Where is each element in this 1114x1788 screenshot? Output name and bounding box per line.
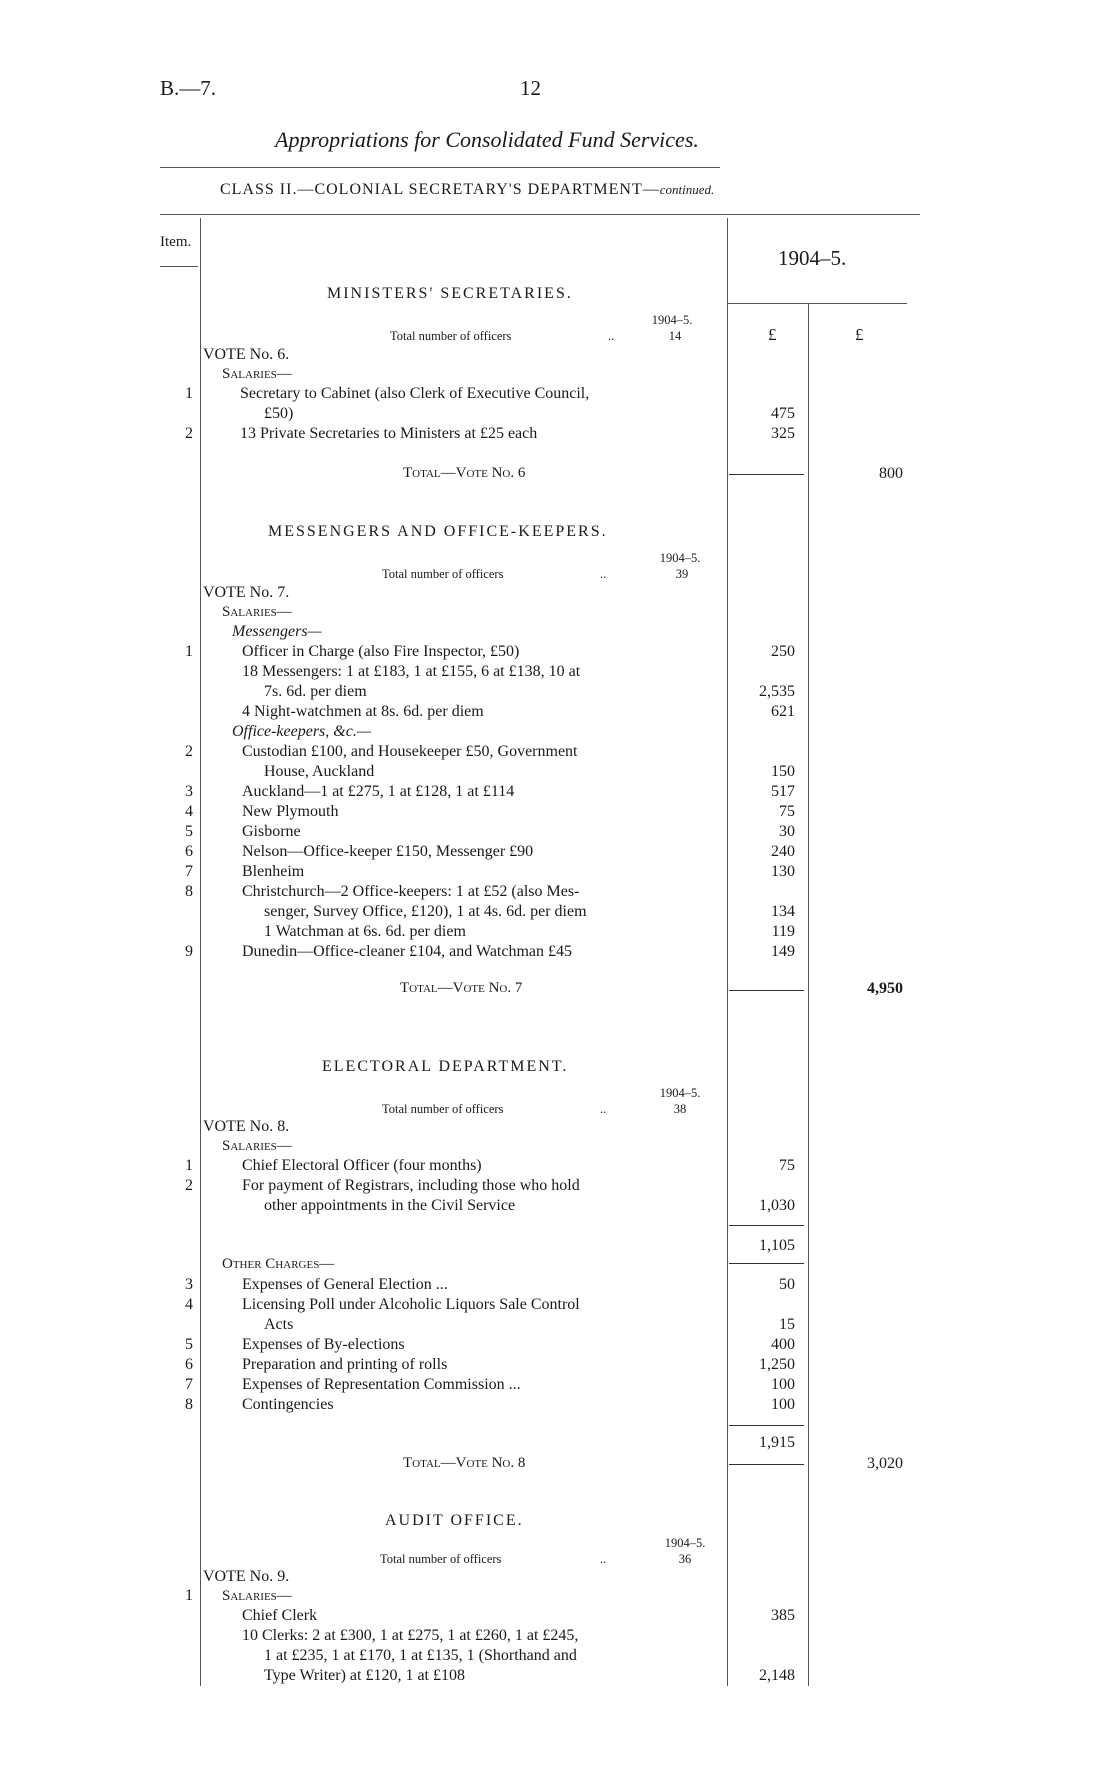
- salaries-heading: Salaries—: [222, 1138, 292, 1154]
- item-number: 7: [185, 863, 193, 880]
- item-amount: 149: [771, 943, 795, 960]
- vote-heading: VOTE No. 9.: [203, 1568, 290, 1585]
- item-amount: 119: [771, 923, 795, 940]
- item-description: Dunedin—Office-cleaner £104, and Watchman £45: [242, 943, 573, 960]
- page-title: Appropriations for Consolidated Fund Services.: [275, 127, 699, 152]
- title-rule: [160, 167, 720, 168]
- table-row: [0, 843, 1114, 863]
- subtotal-row: [0, 1237, 1114, 1257]
- item-head-rule: [160, 266, 198, 267]
- table-row: [0, 385, 1114, 405]
- item-amount: 100: [771, 1396, 795, 1413]
- item-amount: 15: [779, 1316, 795, 1333]
- table-row: [0, 863, 1114, 883]
- item-amount: 400: [771, 1336, 795, 1353]
- item-description: 1 at £235, 1 at £170, 1 at £135, 1 (Shorthand and: [264, 1647, 577, 1664]
- item-amount: 30: [779, 823, 795, 840]
- item-description: Auckland—1 at £275, 1 at £128, 1 at £114: [242, 783, 515, 800]
- vote-heading: VOTE No. 7.: [203, 584, 290, 601]
- item-amount: 325: [771, 425, 795, 442]
- total-label: Total—Vote No. 7: [400, 980, 523, 996]
- item-column-header: Item.: [160, 234, 192, 250]
- item-description: Custodian £100, and Housekeeper £50, Government: [242, 743, 578, 760]
- item-description: £50): [264, 405, 294, 422]
- officers-label: Total number of officers: [382, 1102, 504, 1116]
- item-description: Chief Electoral Officer (four months): [242, 1157, 482, 1174]
- item-amount: 150: [771, 763, 795, 780]
- total-label: Total—Vote No. 6: [403, 465, 526, 481]
- pound-sign-subtotal: £: [768, 325, 777, 344]
- table-row: [0, 1627, 1114, 1647]
- vote-total: 800: [879, 465, 903, 482]
- item-amount: 475: [771, 405, 795, 422]
- item-description: Gisborne: [242, 823, 301, 840]
- item-amount: 621: [771, 703, 795, 720]
- table-row: [0, 1336, 1114, 1356]
- item-number: 4: [185, 1296, 193, 1313]
- pound-sign-total: £: [855, 325, 864, 344]
- table-row: [0, 643, 1114, 663]
- table-row: [0, 1177, 1114, 1197]
- item-description: 13 Private Secretaries to Ministers at £25 each: [240, 425, 538, 442]
- subtotal-rule: [729, 1225, 804, 1226]
- item-amount: 1,250: [759, 1356, 795, 1373]
- table-row: [0, 1376, 1114, 1396]
- item-description: New Plymouth: [242, 803, 339, 820]
- table-row: [0, 663, 1114, 683]
- table-row: [0, 1396, 1114, 1416]
- officers-count: 39: [675, 567, 689, 581]
- item-description: 18 Messengers: 1 at £183, 1 at £155, 6 at £138, 10 at: [242, 663, 581, 680]
- item-description: 4 Night-watchmen at 8s. 6d. per diem: [242, 703, 484, 720]
- total-row: [0, 1455, 1114, 1475]
- item-amount: 50: [779, 1276, 795, 1293]
- item-description: Preparation and printing of rolls: [242, 1356, 448, 1373]
- item-number: 4: [185, 803, 193, 820]
- item-number: 2: [185, 1177, 193, 1194]
- table-row: [0, 823, 1114, 843]
- item-description: Secretary to Cabinet (also Clerk of Executive Council,: [240, 385, 590, 402]
- item-amount: 130: [771, 863, 795, 880]
- salaries-subtotal: 1,105: [759, 1237, 795, 1254]
- table-row: [0, 1296, 1114, 1316]
- subtotal-rule: [729, 1425, 804, 1426]
- item-description: Licensing Poll under Alcoholic Liquors Sale Control: [242, 1296, 580, 1313]
- item-number: 8: [185, 883, 193, 900]
- salaries-heading: Salaries—: [222, 1588, 292, 1604]
- item-description: Type Writer) at £120, 1 at £108: [264, 1667, 465, 1684]
- item-description: Expenses of General Election ...: [242, 1276, 448, 1293]
- item-amount: 2,148: [759, 1667, 795, 1684]
- item-description: House, Auckland: [264, 763, 375, 780]
- year-head-rule: [727, 303, 907, 304]
- table-row: [0, 783, 1114, 803]
- page-number: 12: [520, 76, 541, 100]
- table-row: [0, 923, 1114, 943]
- item-number: 6: [185, 1356, 193, 1373]
- total-row: [0, 980, 1114, 1000]
- item-amount: 1,030: [759, 1197, 795, 1214]
- item-amount: 75: [779, 803, 795, 820]
- table-row: [0, 903, 1114, 923]
- officers-count: 38: [673, 1102, 687, 1116]
- item-amount: 240: [771, 843, 795, 860]
- item-number: 3: [185, 1276, 193, 1293]
- item-number: 1: [185, 1157, 193, 1174]
- officers-year: 1904–5.: [659, 551, 701, 565]
- officers-year: 1904–5.: [664, 1536, 706, 1550]
- table-row: [0, 405, 1114, 425]
- item-number: 3: [185, 783, 193, 800]
- item-number: 2: [185, 425, 193, 442]
- total-row: [0, 465, 1114, 485]
- section-heading-audit: AUDIT OFFICE.: [385, 1512, 524, 1529]
- table-row: [0, 1316, 1114, 1336]
- class-heading: [220, 181, 714, 199]
- item-number: 9: [185, 943, 193, 960]
- vote-heading: VOTE No. 8.: [203, 1118, 290, 1135]
- subtotal-row: [0, 1434, 1114, 1454]
- item-description: Expenses of Representation Commission ...: [242, 1376, 521, 1393]
- other-charges-subtotal: 1,915: [759, 1434, 795, 1451]
- section-heading-messengers: MESSENGERS AND OFFICE-KEEPERS.: [268, 523, 608, 540]
- item-number: 8: [185, 1396, 193, 1413]
- item-description: 7s. 6d. per diem: [264, 683, 367, 700]
- class-continued: continued.: [659, 182, 715, 197]
- document-reference: B.—7.: [160, 76, 217, 100]
- item-description: Nelson—Office-keeper £150, Messenger £90: [242, 843, 534, 860]
- item-description: Chief Clerk: [242, 1607, 318, 1624]
- table-row: [0, 425, 1114, 445]
- table-row: [0, 943, 1114, 963]
- table-row: [0, 743, 1114, 763]
- item-number: 2: [185, 743, 193, 760]
- officers-label: Total number of officers: [380, 1552, 502, 1566]
- table-row: [0, 1197, 1114, 1217]
- item-description: 10 Clerks: 2 at £300, 1 at £275, 1 at £260, 1 at £245,: [242, 1627, 579, 1644]
- table-row: [0, 803, 1114, 823]
- salaries-heading: Salaries—: [222, 366, 292, 382]
- table-row: [0, 1276, 1114, 1296]
- subheading-office-keepers: Office-keepers, &c.—: [232, 723, 372, 740]
- vote-total: 4,950: [867, 980, 903, 997]
- item-number: 5: [185, 823, 193, 840]
- item-number: 6: [185, 843, 193, 860]
- officers-label: Total number of officers: [382, 567, 504, 581]
- table-row: [0, 1157, 1114, 1177]
- item-amount: 2,535: [759, 683, 795, 700]
- other-charges-heading: Other Charges—: [222, 1256, 335, 1272]
- item-number: 1: [185, 643, 193, 660]
- item-description: Officer in Charge (also Fire Inspector, £50): [242, 643, 520, 660]
- officers-dots: ..: [608, 329, 615, 343]
- subheading-messengers: Messengers—: [232, 623, 322, 640]
- item-description: senger, Survey Office, £120), 1 at 4s. 6d. per diem: [264, 903, 587, 920]
- officers-year: 1904–5.: [651, 313, 693, 327]
- item-number: 1: [185, 385, 193, 402]
- table-row: [0, 883, 1114, 903]
- item-amount: 250: [771, 643, 795, 660]
- item-description: Expenses of By-elections: [242, 1336, 405, 1353]
- officers-year: 1904–5.: [659, 1086, 701, 1100]
- officers-label: Total number of officers: [390, 329, 512, 343]
- vote-heading: VOTE No. 6.: [203, 346, 290, 363]
- officers-count: 14: [668, 329, 682, 343]
- year-column-header: 1904–5.: [778, 246, 847, 270]
- section-heading-electoral: ELECTORAL DEPARTMENT.: [322, 1058, 569, 1075]
- item-description: Blenheim: [242, 863, 305, 880]
- class-title: CLASS II.—COLONIAL SECRETARY'S DEPARTMENT—: [220, 181, 660, 198]
- item-amount: 100: [771, 1376, 795, 1393]
- item-amount: 75: [779, 1157, 795, 1174]
- item-amount: 385: [771, 1607, 795, 1624]
- table-row: [0, 763, 1114, 783]
- item-description: Christchurch—2 Office-keepers: 1 at £52 (also Mes-: [242, 883, 580, 900]
- item-amount: 134: [771, 903, 795, 920]
- item-number: 5: [185, 1336, 193, 1353]
- table-row: [0, 1647, 1114, 1667]
- officers-count: 36: [678, 1552, 692, 1566]
- item-description: Acts: [264, 1316, 294, 1333]
- item-description: Contingencies: [242, 1396, 334, 1413]
- item-number: 1: [185, 1587, 193, 1604]
- table-row: [0, 1667, 1114, 1687]
- item-number: 7: [185, 1376, 193, 1393]
- salaries-heading: Salaries—: [222, 604, 292, 620]
- item-description: For payment of Registrars, including those who hold: [242, 1177, 580, 1194]
- section-heading-ministers: MINISTERS' SECRETARIES.: [327, 285, 573, 302]
- table-row: [0, 1356, 1114, 1376]
- vote-total: 3,020: [867, 1455, 903, 1472]
- subtotal-rule: [729, 1263, 804, 1264]
- item-description: other appointments in the Civil Service: [264, 1197, 516, 1214]
- table-row: [0, 703, 1114, 723]
- item-amount: 517: [771, 783, 795, 800]
- table-row: [0, 683, 1114, 703]
- item-description: 1 Watchman at 6s. 6d. per diem: [264, 923, 466, 940]
- class-rule: [160, 214, 920, 215]
- total-label: Total—Vote No. 8: [403, 1455, 526, 1471]
